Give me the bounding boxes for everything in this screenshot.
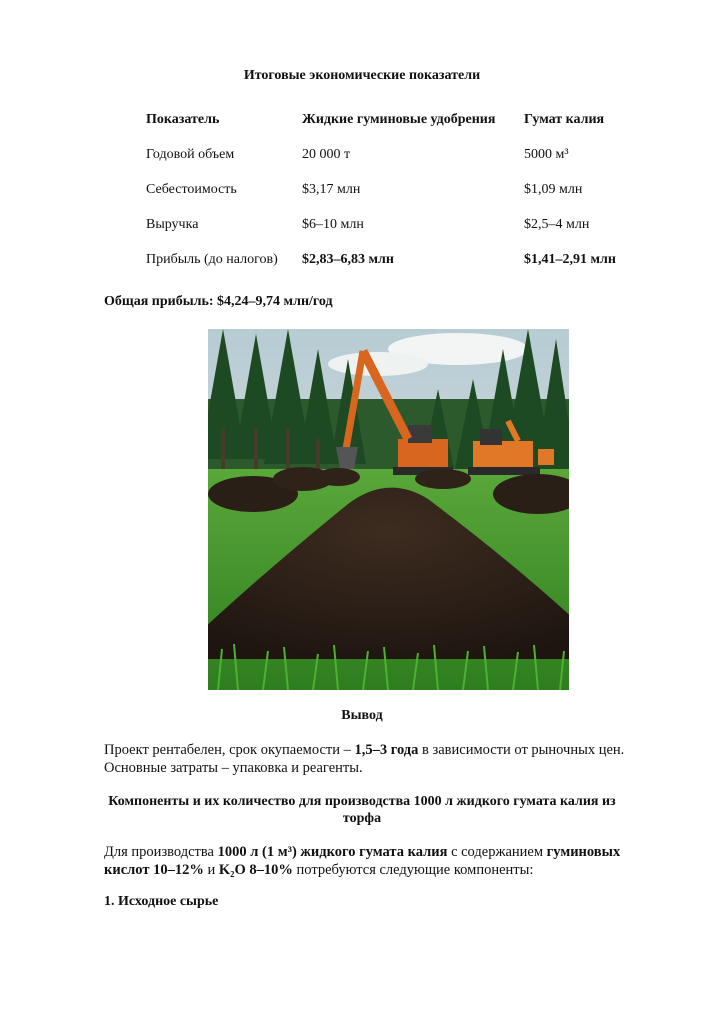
table-cell: Выручка: [146, 216, 199, 232]
table-cell: $2,5–4 млн: [524, 216, 590, 232]
conclusion-text: Проект рентабелен, срок окупаемости –: [104, 742, 355, 758]
conclusion-heading: Вывод: [341, 708, 383, 723]
table-cell: 5000 м³: [524, 146, 569, 162]
table-header-cell: Жидкие гуминовые удобрения: [302, 111, 496, 127]
table-row: [136, 207, 626, 242]
costs-text: Основные затраты – упаковка и реагенты.: [104, 760, 363, 776]
table-cell: $1,09 млн: [524, 181, 583, 197]
table-cell: $2,83–6,83 млн: [302, 251, 394, 267]
table-header-cell: Гумат калия: [524, 111, 605, 127]
components-heading: [0, 793, 724, 827]
table-row: [136, 172, 626, 207]
conclusion-paragraph: [104, 741, 644, 777]
payback-period: 1,5–3 года: [354, 742, 419, 758]
intro-bold: K₂O 8–10%: [218, 862, 293, 878]
components-heading-line: торфа: [342, 811, 382, 826]
intro-bold: 1000 л (1 м³) жидкого гумата калия: [217, 844, 448, 860]
intro-text: и: [203, 862, 219, 878]
page-title: Итоговые экономические показатели: [243, 68, 481, 83]
intro-text: Для производства: [104, 844, 218, 860]
table-header-row: [136, 102, 626, 137]
total-profit-label: Общая прибыль: [104, 294, 209, 309]
total-profit-value: : $4,24–9,74 млн/год: [208, 294, 333, 309]
economics-table: [136, 102, 626, 277]
components-intro: [104, 843, 644, 879]
conclusion-text: в зависимости от рыночных цен.: [418, 742, 625, 758]
table-cell: $3,17 млн: [302, 181, 361, 197]
table-cell: Годовой объем: [146, 146, 235, 162]
intro-bold: гуминовых: [546, 844, 621, 860]
table-cell: $1,41–2,91 млн: [524, 251, 616, 267]
table-cell: Прибыль (до налогов): [146, 251, 278, 267]
table-row: [136, 137, 626, 172]
table-row: [136, 242, 626, 277]
soil-pile-excavator-photo: [208, 329, 569, 690]
table-cell: $6–10 млн: [302, 216, 364, 232]
table-cell: Себестоимость: [146, 181, 237, 197]
table-cell: 20 000 т: [302, 146, 351, 162]
total-profit-line: [104, 294, 333, 310]
intro-bold: кислот 10–12%: [104, 862, 204, 878]
components-heading-line: Компоненты и их количество для производства 1000 л жидкого гумата калия из: [108, 794, 616, 809]
raw-materials-heading: 1. Исходное сырье: [104, 894, 219, 909]
table-header-cell: Показатель: [146, 111, 220, 127]
intro-text: потребуются следующие компоненты:: [292, 862, 534, 878]
intro-text: с содержанием: [447, 844, 547, 860]
